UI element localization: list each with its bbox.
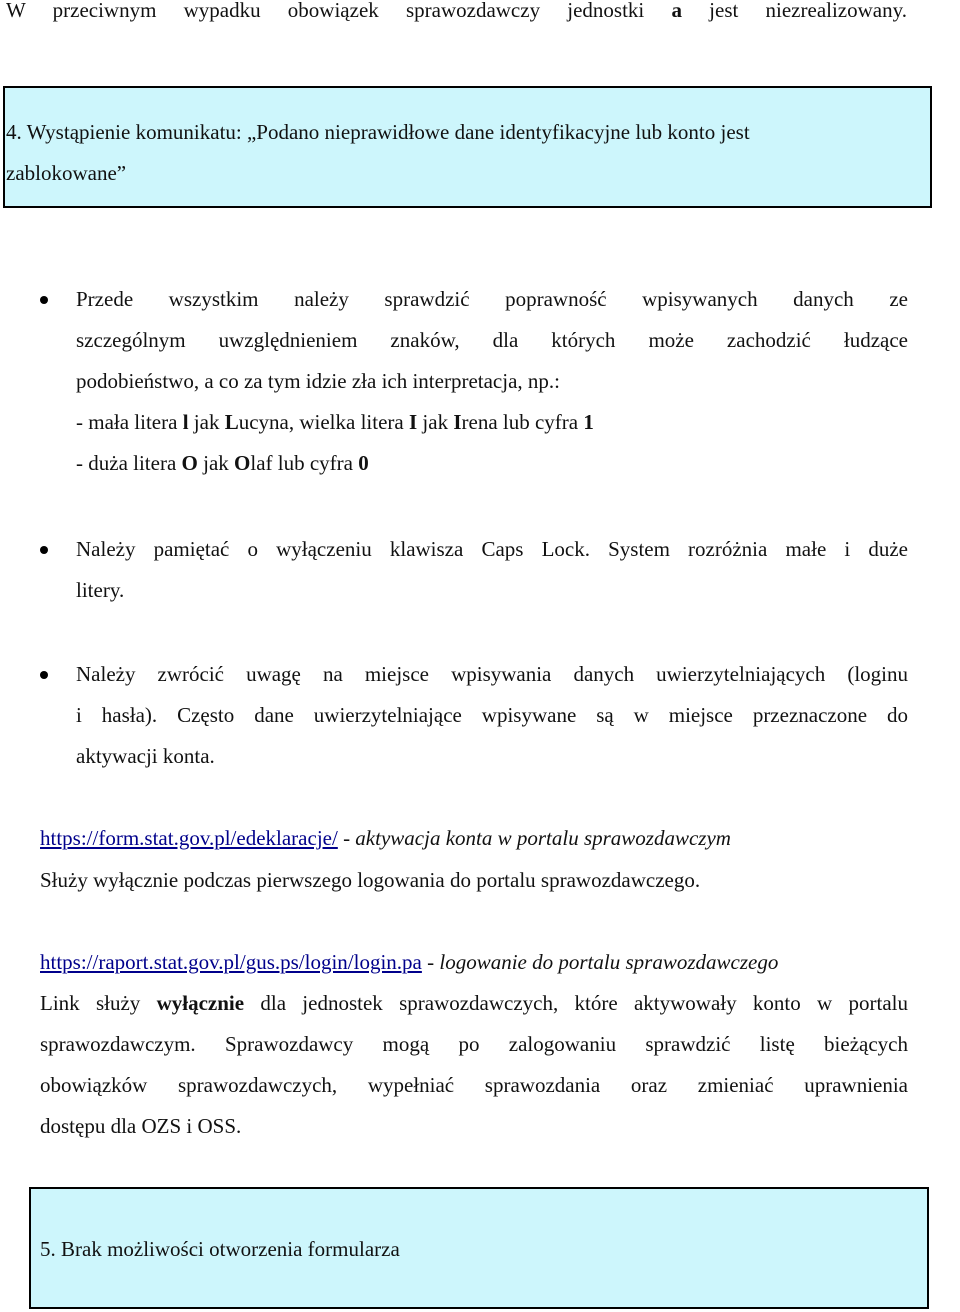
section-4-heading-cont: zablokowane”	[6, 161, 127, 185]
link-2-note-line-1: Link służy wyłącznie dla jednostek sprawozdawczych, które aktywowały konto w portalu	[40, 991, 908, 1015]
section-4-heading: 4. Wystąpienie komunikatu: „Podano nieprawidłowe dane identyfikacyjne lub konto jest	[6, 120, 750, 144]
bullet-3-line-2: i hasła). Często dane uwierzytelniające wpisywane są w miejsce przeznaczone do	[76, 703, 908, 727]
link-2-note-line-3: obowiązków sprawozdawczych, wypełniać sprawozdania oraz zmieniać uprawnienia	[40, 1073, 908, 1097]
link-1-note: Służy wyłącznie podczas pierwszego logowania do portalu sprawozdawczego.	[40, 868, 701, 892]
bullet-2-line-2: litery.	[76, 578, 125, 602]
report-login-link[interactable]: https://raport.stat.gov.pl/gus.ps/login/login.pa	[40, 950, 422, 974]
link-2-note-line-4: dostępu dla OZS i OSS.	[40, 1114, 242, 1138]
bullet-1-line-3: podobieństwo, a co za tym idzie zła ich interpretacja, np.:	[76, 369, 560, 393]
form-activation-link[interactable]: https://form.stat.gov.pl/edeklaracje/	[40, 826, 338, 850]
section-number: 4.	[6, 120, 22, 144]
section-5-heading: 5. Brak możliwości otworzenia formularza	[40, 1237, 400, 1261]
bullet-2-line-1: Należy pamiętać o wyłączeniu klawisza Caps Lock. System rozróżnia małe i duże	[76, 537, 908, 561]
bullet-icon	[40, 671, 48, 679]
link-2-note-line-2: sprawozdawczym. Sprawozdawcy mogą po zalogowaniu sprawdzić listę bieżących	[40, 1032, 908, 1056]
bullet-3-line-3: aktywacji konta.	[76, 744, 215, 768]
bold-a: a	[671, 0, 682, 22]
link-2-description: - logowanie do portalu sprawozdawczego	[421, 950, 779, 974]
link-1-row	[40, 818, 731, 859]
example-l-I-1: - mała litera l jak Lucyna, wielka litera I jak Irena lub cyfra 1	[76, 410, 594, 434]
bullet-3-line-1: Należy zwrócić uwagę na miejsce wpisywania danych uwierzytelniających (loginu	[76, 662, 908, 686]
bullet-1-line-2: szczególnym uwzględnieniem znaków, dla których może zachodzić łudzące	[76, 328, 908, 352]
paragraph-status: W przeciwnym wypadku obowiązek sprawozdawczy jednostki a jest niezrealizowany.	[6, 0, 908, 22]
bullet-icon	[40, 296, 48, 304]
bullet-icon	[40, 546, 48, 554]
link-2-row	[40, 942, 778, 983]
example-O-0: - duża litera O jak Olaf lub cyfra 0	[76, 451, 369, 475]
link-1-description: - aktywacja konta w portalu sprawozdawczym	[337, 826, 731, 850]
bullet-1-line-1: Przede wszystkim należy sprawdzić poprawność wpisywanych danych ze	[76, 287, 908, 311]
